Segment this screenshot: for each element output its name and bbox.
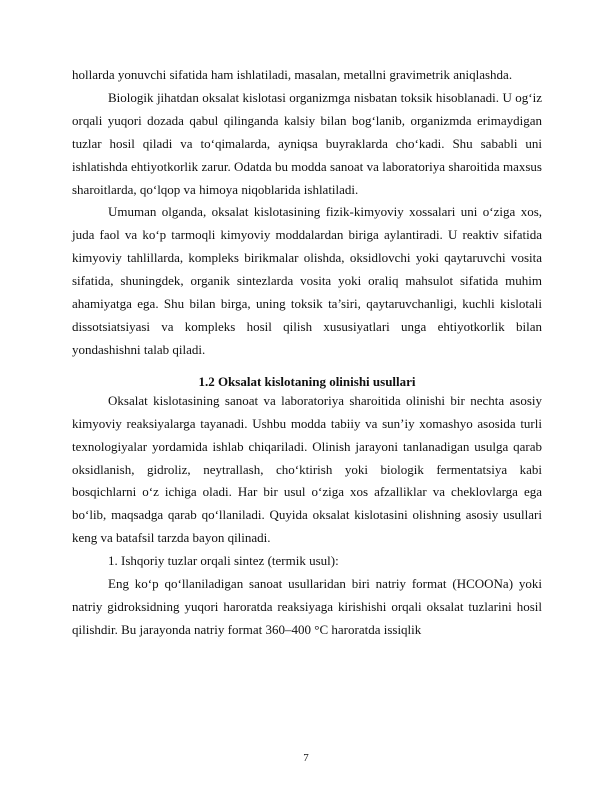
section-heading: 1.2 Oksalat kislotaning olinishi usullari xyxy=(198,373,416,389)
page-number: 7 xyxy=(303,752,309,764)
paragraph-continuation: hollarda yonuvchi sifatida ham ishlatiladi, masalan, metallni gravimetrik aniqlashda. xyxy=(72,67,513,82)
paragraph-toxicity: Biologik jihatdan oksalat kislotasi organizmga nisbatan toksik hisoblanadi. U og‘iz orqali yuqori dozada qabul qilinganda kalsiy bilan bog‘lanib, organizmda erimaydigan tuzlar hosil qiladi va to‘qimalarda, ayniqsa buyraklarda cho‘kadi. Shu sababli uni ishlatishda ehtiyotkorlik zarur. Odatda bu modda sanoat va laboratoriya sharoitida maxsus sharoitlarda, qo‘lqop va himoya niqoblarida ishlatiladi. xyxy=(72,89,542,197)
paragraph-production-intro: Oksalat kislotasining sanoat va laboratoriya sharoitida olinishi bir nechta asosiy kimyoviy reaksiyalarga tayanadi. Ushbu modda tabiiy va sun’iy xomashyo asosida turli texnologiyalar yordamida ishlab chiqariladi. Olinish jarayoni tanlanadigan usulga qarab oksidlanish, gidroliz, neytrallash, cho‘ktirish yoki biologik fermentatsiya kabi bosqichlarni o‘z ichiga oladi. Har bir usul o‘ziga xos afzalliklar va cheklovlarga ega bo‘lib, maqsadga qarab qo‘llaniladi. Quyida oksalat kislotasini olishning asosiy usullari keng va batafsil tarzda bayon qilinadi. xyxy=(72,392,542,546)
list-item-method-1: 1. Ishqoriy tuzlar orqali sintez (termik usul): xyxy=(108,553,339,569)
paragraph-thermal-method: Eng ko‘p qo‘llaniladigan sanoat usullaridan biri natriy format (HCOONa) yoki natriy gidroksidning yuqori haroratda reaksiyaga kirishishi orqali oksalat tuzlarini hosil qilishdir. Bu jarayonda natriy format 360–400 °C haroratda issiqlik xyxy=(72,576,542,637)
paragraph-properties-summary: Umuman olganda, oksalat kislotasining fizik-kimyoviy xossalari uni o‘ziga xos, juda faol va ko‘p tarmoqli kimyoviy moddalardan biriga aylantiradi. U reaktiv sifatida kimyoviy tahlillarda, kompleks birikmalar olishda, oksidlovchi yoki qaytaruvchi vosita sifatida, shuningdek, organik sintezlarda vosita yoki oraliq mahsulot sifatida muhim ahamiyatga ega. Shu bilan birga, uning toksik ta’siri, qaytaruvchanligi, kuchli kislotali dissotsiatsiyasi va kompleks hosil qilish xususiyatlari unga ehtiyotkorlik bilan yondashishni talab qiladi. xyxy=(72,204,542,357)
document-page xyxy=(72,64,542,642)
